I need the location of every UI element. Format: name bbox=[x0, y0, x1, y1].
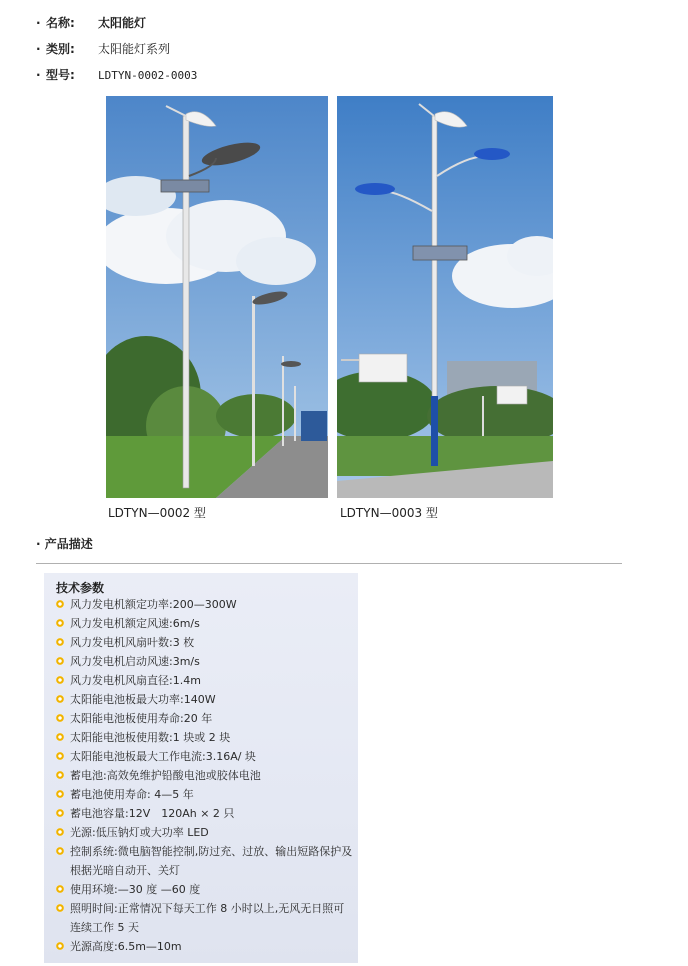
bullet-dot-icon bbox=[56, 847, 64, 855]
spec-item-text: 蓄电池容量:12V 120Ah × 2 只 bbox=[70, 807, 235, 820]
spec-item bbox=[54, 747, 354, 766]
photo-caption: LDTYN—0003 型 bbox=[340, 506, 438, 520]
spec-item bbox=[54, 766, 354, 785]
info-label: 型号: bbox=[46, 68, 75, 82]
spec-item bbox=[54, 614, 354, 633]
spec-item bbox=[54, 785, 354, 804]
info-label: 名称: bbox=[46, 16, 75, 30]
spec-item-text: 风力发电机启动风速:3m/s bbox=[70, 655, 200, 668]
bullet-dot-icon bbox=[56, 790, 64, 798]
spec-item-text: 控制系统:微电脑智能控制,防过充、过放、输出短路保护及根据光暗自动开、关灯 bbox=[70, 845, 353, 877]
bullet-dot-icon bbox=[56, 714, 64, 722]
bullet-dot-icon bbox=[56, 771, 64, 779]
spec-item-text: 太阳能电池板使用数:1 块或 2 块 bbox=[70, 731, 231, 744]
product-photo-0003 bbox=[337, 96, 553, 498]
spec-item bbox=[54, 690, 354, 709]
spec-item-text: 风力发电机风扇叶数:3 枚 bbox=[70, 636, 195, 649]
product-photo-0002 bbox=[106, 96, 328, 498]
spec-item-text: 光源:低压钠灯或大功率 LED bbox=[70, 826, 209, 839]
spec-item bbox=[54, 633, 354, 652]
section-title-text: 产品描述 bbox=[44, 537, 93, 551]
divider bbox=[36, 563, 622, 564]
info-row-model bbox=[36, 66, 197, 84]
spec-item-text: 风力发电机风扇直径:1.4m bbox=[70, 674, 201, 687]
bullet-dot-icon bbox=[56, 904, 64, 912]
spec-item-text: 使用环境:—30 度 —60 度 bbox=[70, 883, 201, 896]
spec-item-text: 照明时间:正常情况下每天工作 8 小时以上,无风无日照可连续工作 5 天 bbox=[70, 902, 345, 934]
spec-item bbox=[54, 595, 354, 614]
bullet-dot-icon bbox=[56, 676, 64, 684]
bullet-dot-icon bbox=[56, 809, 64, 817]
bullet: · bbox=[36, 16, 41, 30]
bullet-dot-icon bbox=[56, 828, 64, 836]
info-row-name bbox=[36, 14, 146, 32]
spec-item bbox=[54, 652, 354, 671]
bullet-dot-icon bbox=[56, 619, 64, 627]
spec-panel bbox=[44, 573, 358, 963]
bullet-dot-icon bbox=[56, 657, 64, 665]
bullet-dot-icon bbox=[56, 942, 64, 950]
spec-item-text: 太阳能电池板最大功率:140W bbox=[70, 693, 216, 706]
info-value: 太阳能灯 bbox=[98, 16, 147, 30]
spec-list bbox=[54, 595, 354, 956]
bullet: · bbox=[36, 42, 41, 56]
spec-item-text: 蓄电池:高效免维护铅酸电池或胶体电池 bbox=[70, 769, 261, 782]
spec-item-text: 蓄电池使用寿命: 4—5 年 bbox=[70, 788, 194, 801]
bullet: · bbox=[36, 537, 41, 551]
bullet-dot-icon bbox=[56, 600, 64, 608]
bullet-dot-icon bbox=[56, 752, 64, 760]
spec-title: 技术参数 bbox=[56, 581, 105, 595]
bullet: · bbox=[36, 68, 41, 82]
spec-item bbox=[54, 709, 354, 728]
spec-item-text: 风力发电机额定风速:6m/s bbox=[70, 617, 200, 630]
spec-item-text: 光源高度:6.5m—10m bbox=[70, 940, 182, 953]
info-value: 太阳能灯系列 bbox=[98, 42, 171, 56]
info-label: 类别: bbox=[46, 42, 75, 56]
spec-item-text: 太阳能电池板使用寿命:20 年 bbox=[70, 712, 213, 725]
spec-item bbox=[54, 937, 354, 956]
spec-item bbox=[54, 728, 354, 747]
info-row-category bbox=[36, 40, 170, 58]
info-value: LDTYN-0002-0003 bbox=[98, 69, 198, 82]
bullet-dot-icon bbox=[56, 733, 64, 741]
spec-item bbox=[54, 823, 354, 842]
spec-item-text: 太阳能电池板最大工作电流:3.16A/ 块 bbox=[70, 750, 256, 763]
spec-item-text: 风力发电机额定功率:200—300W bbox=[70, 598, 237, 611]
section-title bbox=[36, 535, 93, 552]
bullet-dot-icon bbox=[56, 638, 64, 646]
photo-caption: LDTYN—0002 型 bbox=[108, 506, 206, 520]
spec-item bbox=[54, 804, 354, 823]
bullet-dot-icon bbox=[56, 695, 64, 703]
spec-item bbox=[54, 842, 354, 880]
spec-item bbox=[54, 671, 354, 690]
spec-item bbox=[54, 899, 354, 937]
spec-item bbox=[54, 880, 354, 899]
bullet-dot-icon bbox=[56, 885, 64, 893]
